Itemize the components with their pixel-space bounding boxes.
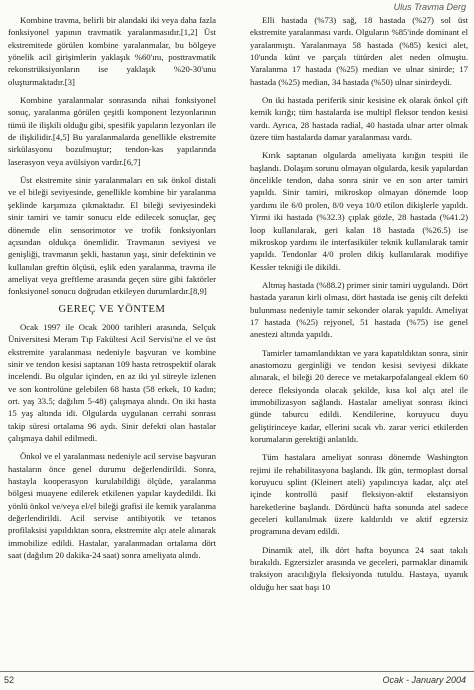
footer-divider — [0, 671, 474, 672]
body-paragraph: Kombine travma, belirli bir alandaki iki veya daha fazla fonksiyonel yapının travmatik yaralanmasıdır.[1,2] Üst ekstremitede görülen kombine yaralanmalar, bu bölgeye yönelik acil girişimlerin yaklaşık %60'ını, posttravmatik rekonstrüksiyonların ise yaklaşık %20-30'unu oluşturmaktadır.[3] — [8, 15, 216, 87]
body-paragraph: Kırık saptanan olgularda ameliyata kırığın tespiti ile başlandı. Dolaşım sorunu olmayan olgularda, kesik yapılardan öncelikle tendon, daha sonra sinir ve en son arter tamiri yapıldı. Sinir tamiri, mikroskop olmayan dönemde loop yardımı ile 6/0 prolen, 8/0 veya 10/0 etilon dikişlerle yapıldı. Yirmi iki hastada (%32.3) çıplak gözle, 28 hastada (%41.2) loop kullanılarak, geri kalan 18 hastada (%26.5) ise mikroskop yardımı ile interfasiküler teknik kullanılarak tamir yapıldı. Tendonlar 4/0 prolen dikiş kullanılarak modifiye Kessler tekniği ile dikildi. — [250, 150, 468, 272]
journal-running-header: Ulus Travma Derg — [393, 2, 466, 12]
body-paragraph: Tüm hastalara ameliyat sonrası dönemde Washington rejimi ile rehabilitasyona başlandı. İlk gün, termoplast dorsal koruyucu splint (Kleinert ateli) yapılıncıya kadar, alçı atel içinde kontrollü pasif fleksiyon-aktif ekstansiyon hareketlerine başlandı. Dördüncü hafta sonunda atel sadece geceleri kullanılmak üzere kaldırıldı ve aktif egzersiz programına devam edildi. — [250, 452, 468, 537]
body-paragraph: Elli hastada (%73) sağ, 18 hastada (%27) sol üst ekstremite yaralanması vardı. Olguların %85'inde dominant el yaralanmıştı. Yaralanmaya 58 hastada (%85) kesici alet, 10'unda künt ve parçalı tütürden alet neden olmuştu. Yaralanma 17 hastada (%25) median ve ulnar sinirde; 17 hastada (%25) median, 34 hastada (%50) ulnar sinirdeydi. — [250, 15, 468, 87]
left-column — [0, 14, 216, 561]
body-paragraph: Dinamik atel, ilk dört hafta boyunca 24 saat takılı bırakıldı. Egzersizler arasında ve geceleri, parmaklar dinamik traksiyon aracılığıyla fleksiyonda tutuldu. Hastaya, uyanık olduğu her saat başı 10 — [250, 544, 468, 592]
body-paragraph: On iki hastada periferik sinir kesisine ek olarak önkol çift kemik kırığı; tüm hastalarda ise multipl fleksor tendon kesisi vardı. Ayrıca, 28 hastada radial, 40 hastada ulnar arter olmak üzere tüm hastalarda damar yaralanması vardı. — [250, 95, 468, 143]
body-paragraph: Üst ekstremite sinir yaralanmaları en sık önkol distali ve el bileği seviyesinde, genellikle kombine bir yaralanma şeklinde karşımıza çıkmaktadır. El bileği seviyesindeki sinir tamiri ve tamir sonucu elde edilecek sonuçlar, geç dönemde elin sensorimotor ve trofik fonksiyonları açısından oldukça önemlidir. Travmanın seviyesi ve genişliği, travmanın şekli, hastanın yaşı, sinir defektinin ve kullanılan greftin ölçüsü, eşlik eden yaralanma, travma ile ameliyat veya greftleme arasında geçen süre gibi faktörler fonksiyonel sonucu doğrudan etkileyen durumlardır.[8,9] — [8, 175, 216, 297]
body-paragraph: Tamirler tamamlandıktan ve yara kapatıldıktan sonra, sinir anastomozu gerginliği ve tendon kesisi seviyesi dikkate alınarak, el bileği 20 derece ve metakarpofalangeal eklem 60 derece fleksiyonda olacak şekilde, kısa kol alçı atel ile immobilizasyon sağlandı. Hastalar ameliyat sonrası ikinci günde taburcu edildi. Kendilerine, koruyucu duyu geliştirinceye kadar, ellerini sıcak vb. zarar verici etkilerden korumaların gerektiği anlatıldı. — [250, 347, 468, 444]
issue-date: Ocak - January 2004 — [382, 675, 466, 685]
right-column — [250, 14, 468, 593]
section-heading: GEREÇ VE YÖNTEM — [58, 303, 166, 315]
body-paragraph: Ocak 1997 ile Ocak 2000 tarihleri arasında, Selçuk Üniversitesi Meram Tıp Fakültesi Acil Servisi'ne el ve üst ekstremite yaralanması nedeniyle başvuran ve kombine sinir ve tendon kesisi saptanan 109 hasta retrospektif olarak incelendi. Bu olgular içinden, en az iki yıl süreyle izlenen ve son kontrolüne gelebilen 68 hasta (58 erkek, 10 kadın; ort. yaş 33.5; dağılım 5-48) çalışmaya alındı. On iki hasta 15 yaş altında idi. Olgularda uygulanan cerrahi sonrası takip süresi ortalama 96 aydı. Sinir defekti olan hastalar çalışmaya dahil edilmedi. — [8, 321, 216, 443]
page-number: 52 — [4, 675, 15, 685]
body-paragraph: Altmış hastada (%88.2) primer sinir tamiri uygulandı. Dört hastada yaranın kirli olması, dört hastada ise geniş cilt defekti bulunması nedeniyle tamir sekonder olarak yapıldı. Ameliyat 17 hastada (%25) rejyonel, 51 hastada (%75) ise genel anestezi altında yapıldı. — [250, 279, 468, 340]
body-paragraph: Önkol ve el yaralanması nedeniyle acil servise başvuran hastaların önce genel durumu değerlendirildi. Sonra, hastayla kooperasyon kurulabildiği ölçüde, yaralanma bölgesi muayene edilerek etkilenen yapılar kaydedildi. İki yönlü önkol ve/veya el/el bileği grafisi ile kemik yaralanma değerlendirildi. Acil servise antibiyotik ve tetanos profilaksisi yapıldıktan sonra, ekstremite alçı atele alınarak immobilize edildi. Hastalar, yaralanmadan ortalama dört saat (dağılım 20 dakika-24 saat) sonra ameliyata alındı. — [8, 451, 216, 561]
body-paragraph: Kombine yaralanmalar sonrasında nihai fonksiyonel sonuç, yaralanma görülen çeşitli komponent lezyonlarının tümü ile ilişkili olduğu gibi, spesifik yapıların lezyonları ile de ilişkilidir.[4,5] Bu yaralanmalarda genellikle ekstremite sirkülasyonu bozulmuştur; tendon-kas yapılarında laserasyon veya avülsiyon vardır.[6,7] — [8, 95, 216, 167]
